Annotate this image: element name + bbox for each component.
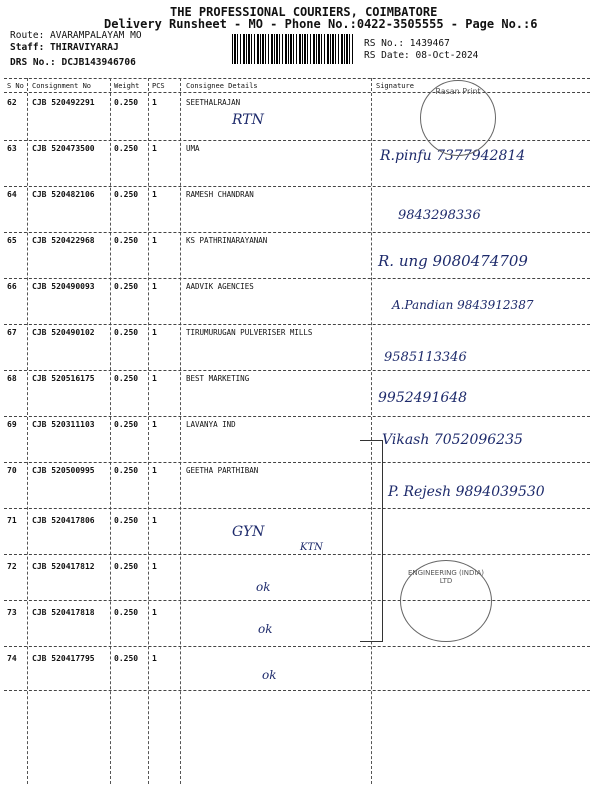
table-row	[4, 558, 590, 604]
row-pcs: 1	[152, 654, 157, 663]
row-consignment: CJB 520473500	[32, 144, 95, 153]
row-pcs: 1	[152, 516, 157, 525]
row-weight: 0.250	[114, 516, 139, 525]
handwritten-note: GYN	[232, 524, 265, 540]
runsheet-table	[4, 78, 594, 784]
row-weight: 0.250	[114, 374, 139, 383]
row-pcs: 1	[152, 98, 157, 107]
col-header-sno: S No	[7, 82, 24, 90]
row-consignment: CJB 520417806	[32, 516, 95, 525]
row-pcs: 1	[152, 236, 157, 245]
row-pcs: 1	[152, 144, 157, 153]
runsheet-subtitle: Delivery Runsheet - MO - Phone No.:0422-3505555 - Page No.:6	[104, 17, 538, 31]
row-rule	[4, 554, 590, 555]
row-consignee: RAMESH CHANDRAN	[186, 190, 254, 199]
header-rule	[4, 92, 590, 93]
staff-label: Staff: THIRAVIYARAJ	[10, 42, 119, 53]
row-sno: 63	[7, 144, 17, 153]
row-pcs: 1	[152, 466, 157, 475]
row-pcs: 1	[152, 562, 157, 571]
row-consignee: GEETHA PARTHIBAN	[186, 466, 259, 475]
row-sno: 74	[7, 654, 17, 663]
row-weight: 0.250	[114, 466, 139, 475]
col-header-consignee: Consignee Details	[186, 82, 258, 90]
table-row	[4, 186, 590, 232]
runsheet-header	[0, 0, 600, 78]
row-weight: 0.250	[114, 98, 139, 107]
row-consignee: AADVIK AGENCIES	[186, 282, 254, 291]
row-consignment: CJB 520500995	[32, 466, 95, 475]
row-consignment: CJB 520516175	[32, 374, 95, 383]
handwritten-bracket	[360, 440, 383, 642]
handwritten-tick: ok	[262, 668, 277, 682]
table-row	[4, 324, 590, 370]
handwritten-tick: ok	[256, 580, 271, 594]
handwritten-tick: ok	[258, 622, 273, 636]
row-sno: 70	[7, 466, 17, 475]
row-sno: 62	[7, 98, 17, 107]
rs-date: RS Date: 08-Oct-2024	[364, 50, 479, 61]
stamp-text: Rasan Print	[435, 87, 481, 96]
row-consignment: CJB 520422968	[32, 236, 95, 245]
col-header-pcs: PCS	[152, 82, 165, 90]
row-consignment: CJB 520490102	[32, 328, 95, 337]
row-sno: 67	[7, 328, 17, 337]
company-stamp	[420, 80, 496, 156]
row-consignee: BEST MARKETING	[186, 374, 250, 383]
handwritten-signature: 9952491648	[378, 390, 468, 406]
table-row	[4, 604, 590, 650]
row-consignment: CJB 520311103	[32, 420, 95, 429]
drs-number: DRS No.: DCJB143946706	[10, 57, 136, 68]
row-consignment: CJB 520417818	[32, 608, 95, 617]
col-header-consignment: Consignment No	[32, 82, 92, 90]
row-consignee: TIRUMURUGAN PULVERISER MILLS	[186, 328, 313, 337]
row-consignment: CJB 520417812	[32, 562, 95, 571]
row-rule	[4, 646, 590, 647]
row-weight: 0.250	[114, 236, 139, 245]
row-consignee: KS PATHRINARAYANAN	[186, 236, 268, 245]
row-sno: 73	[7, 608, 17, 617]
col-header-weight: Weight	[114, 82, 140, 90]
row-sno: 69	[7, 420, 17, 429]
row-consignment: CJB 520492291	[32, 98, 95, 107]
handwritten-signature: 9843298336	[398, 208, 481, 223]
row-pcs: 1	[152, 608, 157, 617]
row-consignee: UMA	[186, 144, 200, 153]
row-weight: 0.250	[114, 144, 139, 153]
route-label: Route: AVARAMPALAYAM MO	[10, 30, 142, 41]
row-consignment: CJB 520490093	[32, 282, 95, 291]
row-weight: 0.250	[114, 190, 139, 199]
handwritten-signature: Vikash 7052096235	[382, 432, 523, 448]
handwritten-signature: P. Rejesh 9894039530	[388, 484, 545, 500]
barcode	[232, 34, 355, 64]
company-stamp	[400, 560, 492, 642]
row-consignment: CJB 520482106	[32, 190, 95, 199]
row-pcs: 1	[152, 374, 157, 383]
handwritten-signature: RTN	[232, 112, 264, 128]
row-sno: 65	[7, 236, 17, 245]
rs-number: RS No.: 1439467	[364, 38, 450, 49]
row-sno: 71	[7, 516, 17, 525]
row-weight: 0.250	[114, 282, 139, 291]
row-sno: 64	[7, 190, 17, 199]
row-consignment: CJB 520417795	[32, 654, 95, 663]
row-pcs: 1	[152, 420, 157, 429]
row-rule	[4, 600, 590, 601]
row-sno: 68	[7, 374, 17, 383]
row-weight: 0.250	[114, 562, 139, 571]
handwritten-signature: R.pinfu 7377942814	[380, 148, 526, 164]
row-pcs: 1	[152, 282, 157, 291]
row-sno: 72	[7, 562, 17, 571]
row-weight: 0.250	[114, 420, 139, 429]
table-row	[4, 94, 590, 140]
row-weight: 0.250	[114, 654, 139, 663]
handwritten-signature: 9585113346	[384, 350, 467, 365]
handwritten-signature: A.Pandian 9843912387	[392, 298, 534, 312]
row-pcs: 1	[152, 190, 157, 199]
row-consignee: LAVANYA IND	[186, 420, 236, 429]
company-title: THE PROFESSIONAL COURIERS, COIMBATORE	[170, 5, 438, 19]
table-top-rule	[4, 78, 590, 79]
row-rule	[4, 508, 590, 509]
handwritten-note: KTN	[300, 542, 323, 553]
row-weight: 0.250	[114, 608, 139, 617]
row-sno: 66	[7, 282, 17, 291]
table-row	[4, 512, 590, 558]
row-pcs: 1	[152, 328, 157, 337]
row-consignee: SEETHALRAJAN	[186, 98, 241, 107]
table-row	[4, 370, 590, 416]
col-header-signature: Signature	[376, 82, 414, 90]
handwritten-signature: R. ung 9080474709	[378, 252, 528, 270]
row-weight: 0.250	[114, 328, 139, 337]
stamp-text: ENGINEERING (INDIA) LTD	[407, 569, 485, 585]
table-bottom-rule	[4, 690, 590, 691]
